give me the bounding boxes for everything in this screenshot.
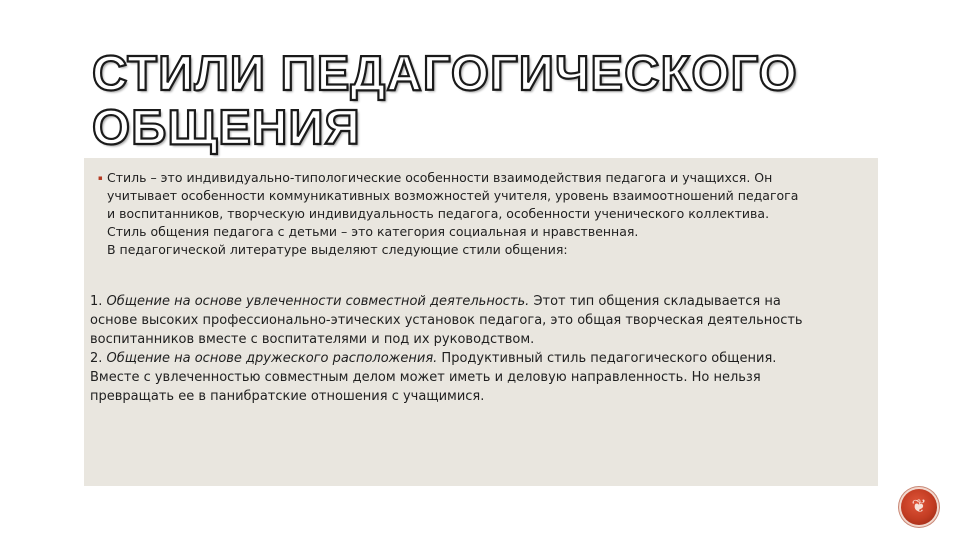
style-2-text-line: превращать ее в панибратские отношения с учащимися. — [90, 389, 485, 404]
intro-paragraph — [107, 169, 873, 259]
styles-list — [90, 292, 870, 406]
bullet-square-icon: ▪ — [98, 174, 103, 182]
style-1-name: Общение на основе увлеченности совместной деятельность. — [106, 294, 530, 309]
style-1-text-line: основе высоких профессионально-этических установок педагога, это общая творческая деятельность — [90, 313, 803, 328]
intro-line: и воспитанников, творческую индивидуальность педагога, особенности ученического коллектива. — [107, 206, 770, 221]
style-1-text-line: воспитанников вместе с воспитателями и под их руководством. — [90, 332, 535, 347]
style-1-number: 1. — [90, 294, 103, 309]
slide-title: СТИЛИ ПЕДАГОГИЧЕСКОГО ОБЩЕНИЯ — [92, 47, 798, 155]
intro-bullet — [98, 169, 873, 259]
style-2-text-line: Вместе с увлеченностью совместным делом может иметь и деловую направленность. Но нельзя — [90, 370, 761, 385]
ornament-glyph-icon: ❦ — [911, 496, 927, 517]
content-box — [84, 158, 878, 486]
style-2-text-start: Продуктивный стиль педагогического общения. — [441, 351, 777, 366]
style-1-heading-line — [90, 292, 870, 311]
intro-line: учитывает особенности коммуникативных возможностей учителя, уровень взаимоотношений педагога — [107, 188, 799, 203]
style-1-text-start: Этот тип общения складывается на — [533, 294, 781, 309]
intro-line: Стиль общения педагога с детьми – это категория социальная и нравственная. — [107, 224, 639, 239]
intro-line: В педагогической литературе выделяют следующие стили общения: — [107, 242, 568, 257]
style-2-name: Общение на основе дружеского расположения. — [106, 351, 438, 366]
style-2-heading-line — [90, 349, 870, 368]
intro-line: Стиль – это индивидуально-типологические особенности взаимодействия педагога и учащихся. Он — [107, 170, 773, 185]
ornament-logo-icon — [901, 489, 937, 525]
style-2-number: 2. — [90, 351, 103, 366]
